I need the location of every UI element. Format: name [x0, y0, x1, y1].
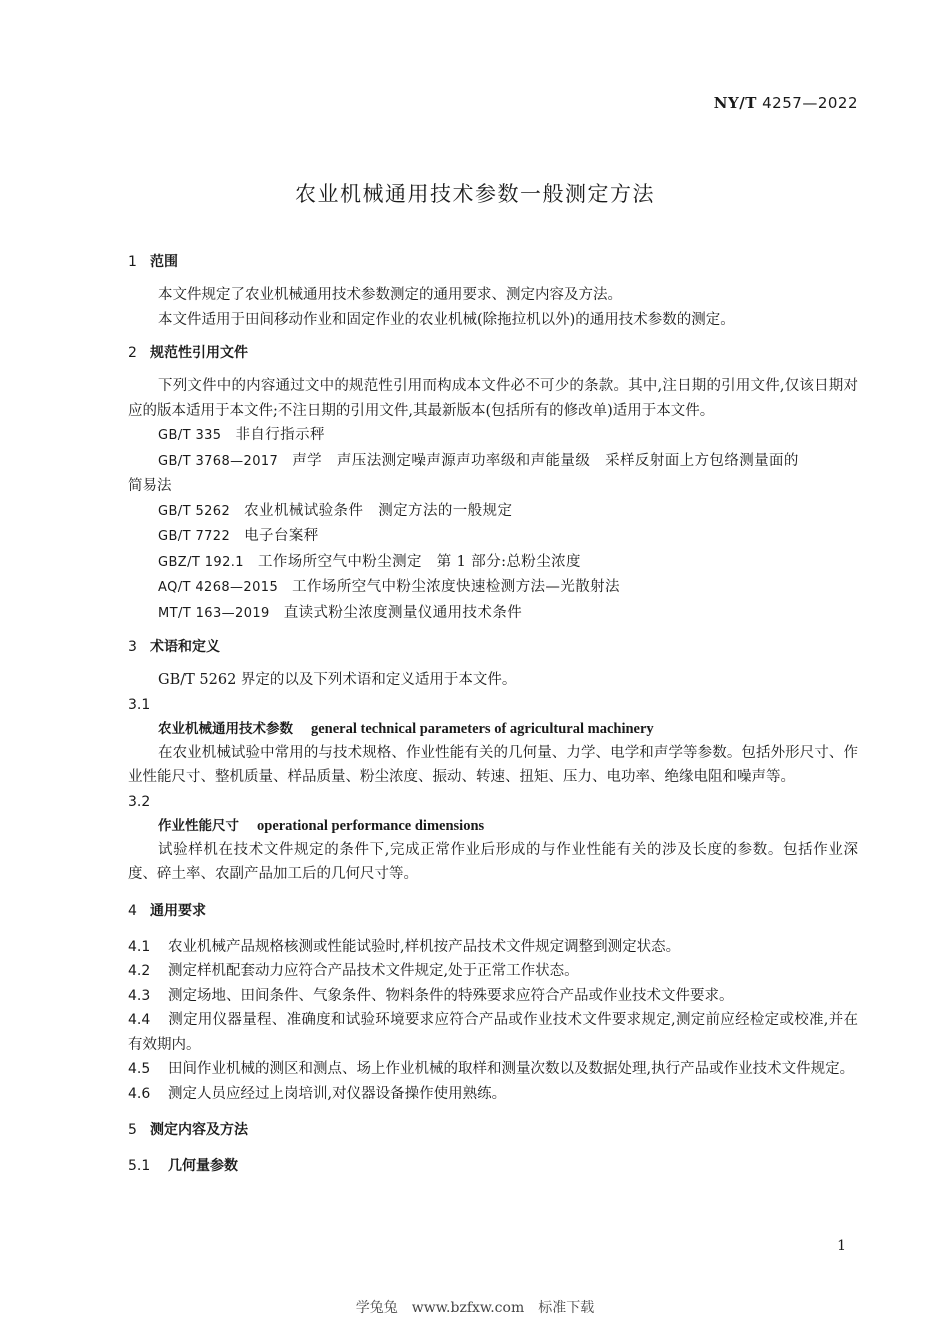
section-heading: 1 范围 [128, 254, 178, 270]
section-heading: 4 通用要求 [128, 902, 206, 919]
requirement-item: 4.5 田间作业机械的测区和测点、场上作业机械的取样和测量次数以及数据处理,执行产品或作业技术文件规定。 [128, 1061, 855, 1077]
term-definition: 试验样机在技术文件规定的条件下,完成正常作业后形成的与作业性能有关的涉及长度的参数。包括作业深度、碎土率、农副产品加工后的几何尺寸等。 [128, 841, 858, 882]
reference-item: GB/T 7722 电子台案秤 [158, 528, 319, 544]
requirement-item: 4.3 测定场地、田间条件、气象条件、物料条件的特殊要求应符合产品或作业技术文件要求。 [128, 987, 734, 1004]
footer-watermark: 学兔兔 www.bzfxw.com 标准下载 [355, 1300, 595, 1316]
term-name: 作业性能尺寸 operational performance dimensions [158, 817, 485, 834]
page-number: 1 [837, 1238, 846, 1254]
paragraph: GB/T 5262 界定的以及下列术语和定义适用于本文件。 [158, 672, 517, 688]
term-name: 农业机械通用技术参数 general technical parameters of agricultural machinery [158, 720, 654, 737]
term-definition: 在农业机械试验中常用的与技术规格、作业性能有关的几何量、力学、电学和声学等参数。包括外形尺寸、作业性能尺寸、整机质量、样品质量、粉尘浓度、振动、转速、扭矩、压力、电功率、绝缘电阻和噪声等。 [128, 744, 858, 785]
document-title: 农业机械通用技术参数一般测定方法 [295, 182, 655, 206]
standard-prefix: NY/T [713, 94, 757, 112]
reference-continuation: 简易法 [128, 478, 172, 494]
reference-item: GB/T 5262 农业机械试验条件 测定方法的一般规定 [158, 502, 513, 519]
reference-item: GBZ/T 192.1 工作场所空气中粉尘测定 第 1 部分:总粉尘浓度 [158, 553, 581, 570]
section-heading: 5 测定内容及方法 [128, 1122, 248, 1138]
term-number: 3.2 [128, 793, 151, 810]
requirement-item: 4.4 测定用仪器量程、准确度和试验环境要求应符合产品或作业技术文件要求规定,测定前应经检定或校准,并在有效期内。 [128, 1012, 858, 1053]
paragraph: 本文件适用于田间移动作业和固定作业的农业机械(除拖拉机以外)的通用技术参数的测定。 [158, 311, 735, 328]
reference-item: GB/T 335 非自行指示秤 [158, 427, 325, 443]
standard-number [714, 94, 858, 112]
requirement-item: 4.1 农业机械产品规格核测或性能试验时,样机按产品技术文件规定调整到测定状态。 [128, 938, 681, 955]
paragraph: 下列文件中的内容通过文中的规范性引用而构成本文件必不可少的条款。其中,注日期的引用文件,仅该日期对应的版本适用于本文件;不注日期的引用文件,其最新版本(包括所有的修改单)适用于本文件。 [128, 378, 858, 419]
reference-item: MT/T 163—2019 直读式粉尘浓度测量仪通用技术条件 [158, 604, 523, 621]
reference-item: AQ/T 4268—2015 工作场所空气中粉尘浓度快速检测方法—光散射法 [158, 579, 620, 595]
term-number: 3.1 [128, 696, 151, 713]
standard-code: 4257—2022 [762, 94, 858, 112]
reference-item: GB/T 3768—2017 声学 声压法测定噪声源声功率级和声能量级 采样反射面上方包络测量面的 [158, 452, 799, 469]
section-heading: 3 术语和定义 [128, 639, 220, 655]
section-heading: 2 规范性引用文件 [128, 345, 248, 361]
requirement-item: 4.6 测定人员应经过上岗培训,对仪器设备操作使用熟练。 [128, 1085, 507, 1102]
document-body [128, 250, 858, 1178]
requirement-item: 4.2 测定样机配套动力应符合产品技术文件规定,处于正常工作状态。 [128, 963, 579, 979]
subsection-heading: 5.1 几何量参数 [128, 1158, 238, 1174]
paragraph: 本文件规定了农业机械通用技术参数测定的通用要求、测定内容及方法。 [158, 287, 622, 303]
